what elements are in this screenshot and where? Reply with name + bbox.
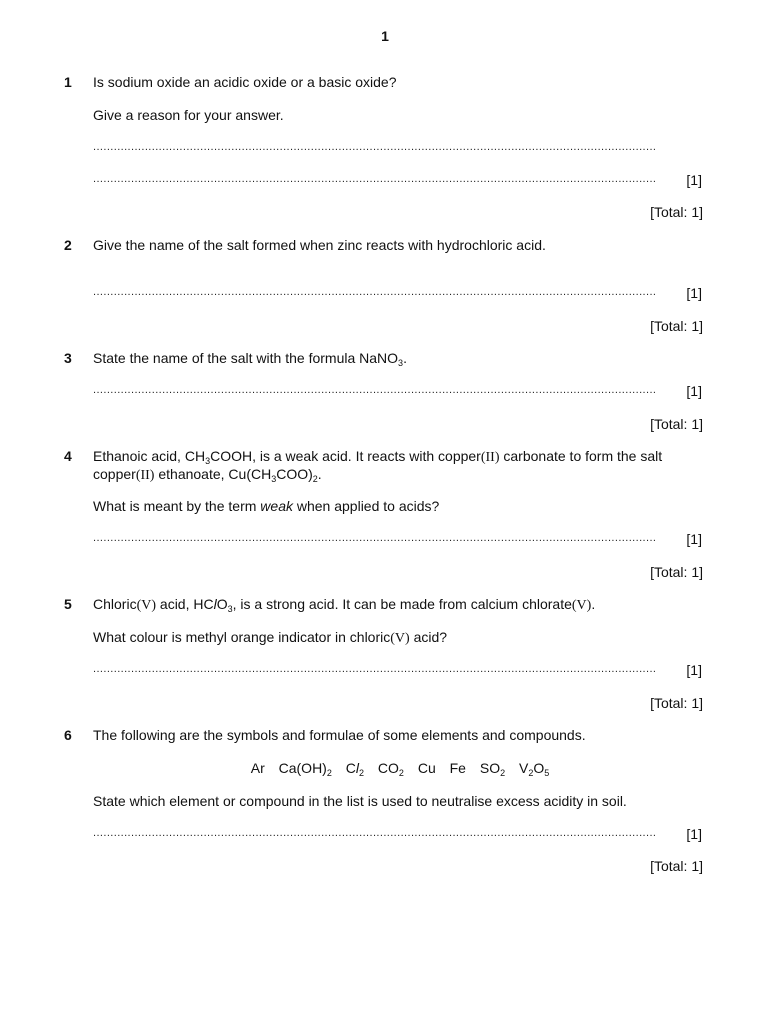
question-prompt: What is meant by the term weak when applied to acids?: [93, 498, 440, 514]
question-text: State the name of the salt with the formula NaNO$_3$.: [93, 350, 407, 368]
page-number: 1: [381, 28, 389, 44]
mark-label: [1]: [686, 826, 702, 842]
question-stem: Chloric(V) acid, HClO$_3$, is a strong acid. It can be made from calcium chlorate(V).: [93, 596, 596, 614]
mark-label: [1]: [686, 172, 702, 188]
answer-line[interactable]: ...................................................................................................................................................................: [93, 173, 657, 185]
formula-ar: Ar: [250, 760, 265, 776]
question-prompt: Give a reason for your answer.: [93, 107, 284, 123]
mark-label: [1]: [686, 531, 702, 547]
question-prompt: What colour is methyl orange indicator in chloric(V) acid?: [93, 629, 448, 646]
formula-cl2: $Cl_2$: [345, 760, 365, 778]
mark-label: [1]: [686, 285, 702, 301]
answer-line[interactable]: ...................................................................................................................................................................: [93, 141, 657, 153]
answer-line[interactable]: ...................................................................................................................................................................: [93, 827, 657, 839]
total-label: [Total: 1]: [650, 564, 703, 580]
total-label: [Total: 1]: [650, 318, 703, 334]
question-text: Is sodium oxide an acidic oxide or a basic oxide?: [93, 74, 397, 90]
question-stem: Ethanoic acid, $CH_3COOH$, is a weak acid. It reacts with copper(II) carbonate to form the salt copper(II) ethanoate, $Cu(CH_3COO)_2$.: [93, 448, 663, 484]
question-prompt: State which element or compound in the list is used to neutralise excess acidity in soil.: [93, 793, 627, 809]
question-number: 4: [64, 448, 72, 464]
formula-so2: $SO_2$: [479, 760, 506, 778]
total-label: [Total: 1]: [650, 695, 703, 711]
formula-caoh2: $Ca(OH)_2$: [278, 760, 332, 778]
total-label: [Total: 1]: [650, 204, 703, 220]
question-text: Give the name of the salt formed when zinc reacts with hydrochloric acid.: [93, 237, 546, 253]
mark-label: [1]: [686, 662, 702, 678]
question-number: 2: [64, 237, 72, 253]
question-number: 6: [64, 727, 72, 743]
formula-v2o5: $V_2O_5$: [519, 760, 550, 778]
question-text: The following are the symbols and formulae of some elements and compounds.: [93, 727, 586, 743]
total-label: [Total: 1]: [650, 416, 703, 432]
question-number: 1: [64, 74, 72, 90]
formula-co2: $CO_2$: [377, 760, 404, 778]
question-number: 5: [64, 596, 72, 612]
question-number: 3: [64, 350, 72, 366]
formula-list: [0, 760, 768, 776]
answer-line[interactable]: ...................................................................................................................................................................: [93, 532, 657, 544]
total-label: [Total: 1]: [650, 858, 703, 874]
mark-label: [1]: [686, 383, 702, 399]
formula-cu: Cu: [417, 760, 436, 776]
answer-line[interactable]: ...................................................................................................................................................................: [93, 286, 657, 298]
formula-fe: Fe: [449, 760, 466, 776]
answer-line[interactable]: ...................................................................................................................................................................: [93, 663, 657, 675]
answer-line[interactable]: ...................................................................................................................................................................: [93, 384, 657, 396]
